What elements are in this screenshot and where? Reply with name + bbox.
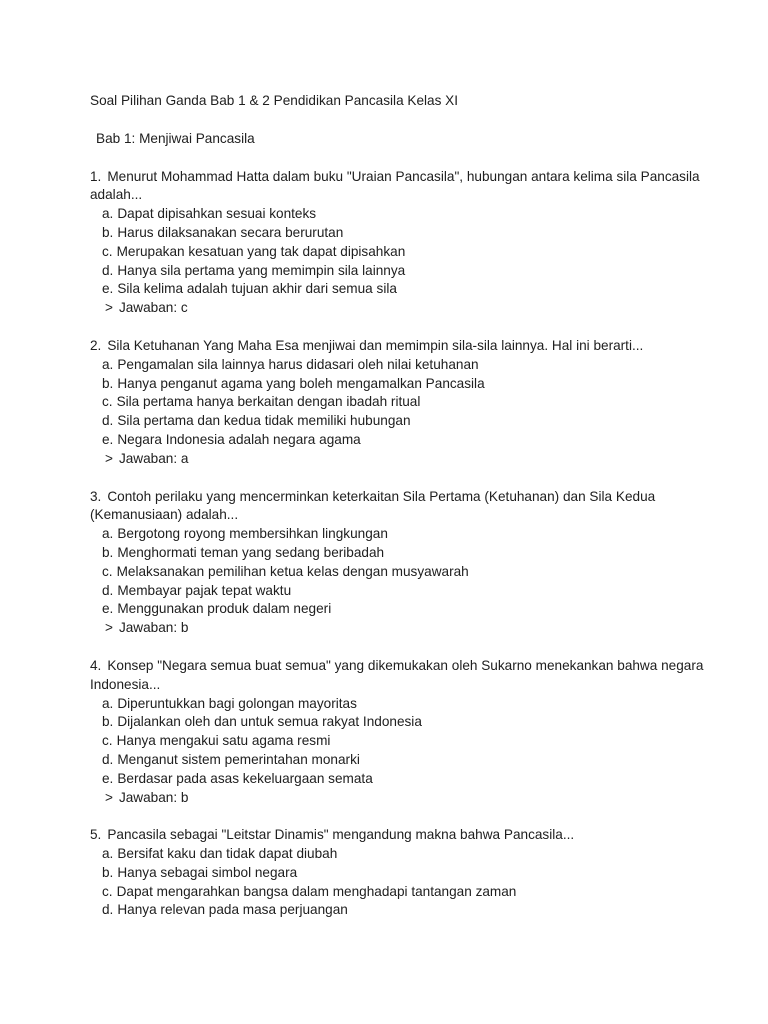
question-item [90,488,728,638]
answer-option [90,732,728,751]
answer-key [90,789,728,808]
answer-marker: > [105,300,113,316]
option-letter: a. [102,846,114,862]
option-text: Pengamalan sila lainnya harus didasari oleh nilai ketuhanan [117,356,479,372]
question-stem [90,168,728,206]
option-letter: c. [102,243,113,259]
question-text: Sila Ketuhanan Yang Maha Esa menjiwai dan memimpin sila-sila lainnya. Hal ini berarti... [107,337,644,353]
option-letter: d. [102,751,114,767]
option-letter: a. [102,695,114,711]
answer-option [90,205,728,224]
option-text: Hanya relevan pada masa perjuangan [117,902,348,918]
option-text: Membayar pajak tepat waktu [117,582,292,598]
answer-option [90,262,728,281]
question-number: 5. [90,827,102,843]
option-letter: e. [102,770,114,786]
option-letter: b. [102,544,114,560]
answer-key [90,450,728,469]
answer-option [90,901,728,920]
option-text: Menggunakan produk dalam negeri [117,601,332,617]
option-letter: c. [102,733,113,749]
option-letter: c. [102,883,113,899]
option-text: Merupakan kesatuan yang tak dapat dipisahkan [116,243,406,259]
option-letter: d. [102,413,114,429]
section-heading: Bab 1: Menjiwai Pancasila [96,130,255,146]
answer-option [90,431,728,450]
question-number: 3. [90,488,102,504]
answer-key [90,299,728,318]
option-text: Menganut sistem pemerintahan monarki [117,751,360,767]
answer-option [90,770,728,789]
option-letter: b. [102,375,114,391]
answer-text: Jawaban: b [118,620,189,636]
answer-option [90,544,728,563]
question-stem [90,337,728,356]
question-list [90,168,728,921]
question-text: Contoh perilaku yang mencerminkan keterkaitan Sila Pertama (Ketuhanan) dan Sila Kedua (Kemanusiaan) adalah... [90,488,656,523]
answer-option [90,713,728,732]
option-text: Dapat mengarahkan bangsa dalam menghadapi tantangan zaman [116,883,517,899]
answer-option [90,563,728,582]
answer-option [90,695,728,714]
option-text: Negara Indonesia adalah negara agama [117,431,361,447]
option-letter: e. [102,431,114,447]
question-stem [90,657,728,695]
answer-key [90,619,728,638]
answer-option [90,412,728,431]
option-text: Hanya penganut agama yang boleh mengamalkan Pancasila [117,375,485,391]
question-item [90,657,728,807]
option-text: Melaksanakan pemilihan ketua kelas dengan musyawarah [116,563,469,579]
answer-option [90,600,728,619]
option-letter: d. [102,262,114,278]
question-number: 4. [90,657,102,673]
option-text: Diperuntukkan bagi golongan mayoritas [117,695,357,711]
question-item [90,337,728,469]
answer-text: Jawaban: b [118,789,189,805]
option-letter: c. [102,563,113,579]
answer-text: Jawaban: a [118,450,189,466]
answer-option [90,845,728,864]
question-number: 2. [90,337,102,353]
option-letter: b. [102,864,114,880]
answer-text: Jawaban: c [118,300,188,316]
option-letter: e. [102,601,114,617]
question-number: 1. [90,168,102,184]
question-text: Konsep "Negara semua buat semua" yang dikemukakan oleh Sukarno menekankan bahwa negara Indonesia... [90,657,704,692]
answer-option [90,864,728,883]
option-text: Hanya mengakui satu agama resmi [116,733,331,749]
option-letter: d. [102,902,114,918]
question-stem [90,826,728,845]
option-text: Dapat dipisahkan sesuai konteks [117,206,317,222]
answer-option [90,393,728,412]
option-text: Menghormati teman yang sedang beribadah [117,544,385,560]
question-text: Pancasila sebagai "Leitstar Dinamis" mengandung makna bahwa Pancasila... [107,827,575,843]
option-text: Sila kelima adalah tujuan akhir dari semua sila [117,281,397,297]
option-text: Bergotong royong membersihkan lingkungan [117,526,388,542]
option-text: Sila pertama hanya berkaitan dengan ibadah ritual [116,394,421,410]
document-title: Soal Pilihan Ganda Bab 1 & 2 Pendidikan Pancasila Kelas XI [90,93,459,108]
option-letter: d. [102,582,114,598]
answer-option [90,582,728,601]
option-text: Hanya sebagai simbol negara [117,864,298,880]
option-text: Bersifat kaku dan tidak dapat diubah [117,846,338,862]
option-letter: e. [102,281,114,297]
option-letter: a. [102,206,114,222]
option-text: Berdasar pada asas kekeluargaan semata [117,770,373,786]
option-text: Harus dilaksanakan secara berurutan [117,224,344,240]
answer-option [90,243,728,262]
question-item [90,826,728,920]
answer-option [90,375,728,394]
answer-option [90,525,728,544]
answer-option [90,280,728,299]
answer-marker: > [105,450,113,466]
question-text: Menurut Mohammad Hatta dalam buku "Uraian Pancasila", hubungan antara kelima sila Pancasila adalah... [90,168,700,203]
question-stem [90,488,728,526]
option-text: Hanya sila pertama yang memimpin sila lainnya [117,262,406,278]
option-letter: b. [102,224,114,240]
option-letter: c. [102,394,113,410]
option-text: Sila pertama dan kedua tidak memiliki hubungan [117,413,411,429]
answer-option [90,883,728,902]
option-letter: a. [102,526,114,542]
answer-marker: > [105,789,113,805]
option-text: Dijalankan oleh dan untuk semua rakyat Indonesia [117,714,422,730]
question-item [90,168,728,318]
option-letter: b. [102,714,114,730]
answer-marker: > [105,620,113,636]
option-letter: a. [102,356,114,372]
answer-option [90,751,728,770]
answer-option [90,224,728,243]
answer-option [90,356,728,375]
